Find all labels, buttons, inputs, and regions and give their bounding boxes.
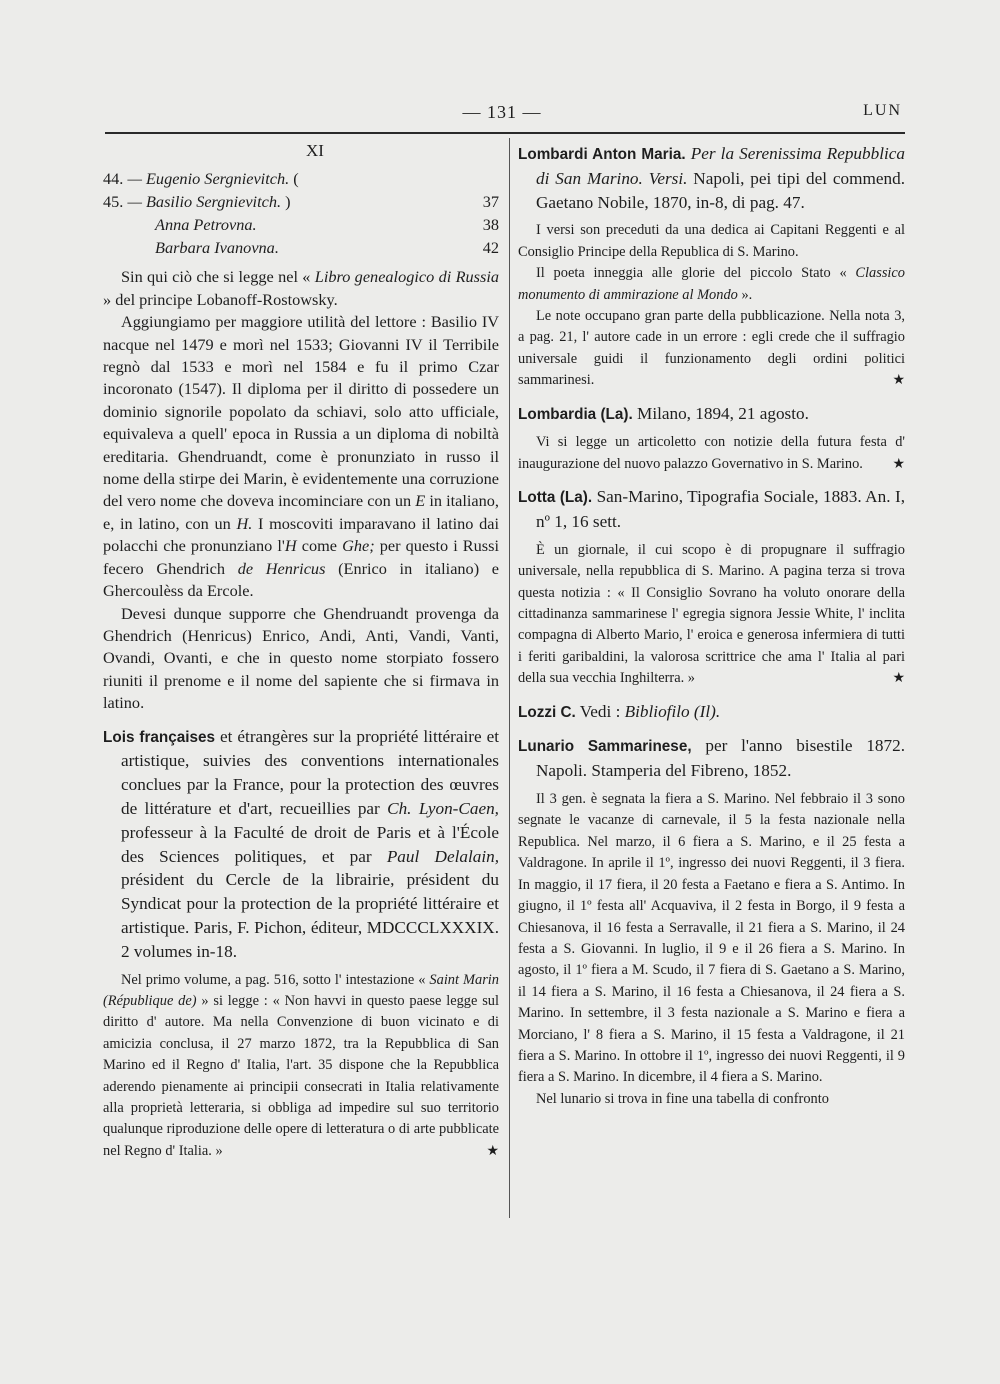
right-column bbox=[518, 140, 905, 1110]
genealogy-value: 38 bbox=[482, 215, 499, 235]
genealogy-row bbox=[103, 237, 499, 260]
bibliography-entry bbox=[518, 402, 905, 476]
bibliography-entry bbox=[518, 485, 905, 689]
entry-body: Il 3 gen. è segnata la fiera a S. Marino. Nel febbraio il 3 sono segnate le vacanze di carnevale, il 5 la festa nazionale nella Republica. Nel marzo, il 6 fiera a S. Marino, e il 25 festa a Valdragone. In aprile il 1º, ingresso dei nuovi Reggenti, il 3 fiera. In maggio, il 17 fiera, il 20 festa a Faetano e fiera a S. Antimo. In giugno, il 1º festa all' Acquaviva, il 2 festa in Borgo, il 9 festa a Chiesanova, il 16 festa a Serravalle, il 21 fiera a S. Marino, il 24 festa a S. Giovanni. In luglio, il 9 e il 26 fiera a S. Marino. In agosto, il 1º fiera a M. Scudo, il 7 fiera di S. Gaetano a S. Marino, il 14 fiera a S. Marino, il 16 festa a Chiesanova, il 24 fiera a S. Marino. In settembre, il 3 festa nazionale a S. Marino e fiera a Morciano, l' 8 fiera a S. Marino, il 15 festa a Valdragone, il 21 fiera a S. Marino. In ottobre il 1º, ingresso dei nuovi Reggenti, il 9 fiera a S. Marino. In dicembre, il 4 fiera a S. Marino. bbox=[518, 791, 905, 1086]
genealogy-name: — Eugenio Sergnievitch. bbox=[127, 169, 290, 189]
header-rule bbox=[105, 132, 905, 134]
genealogy-value: 42 bbox=[482, 238, 499, 258]
entry-body: Nel primo volume, a pag. 516, sotto l' intestazione « Saint Marin (République de) » si legge : « Non havvi in questo paese legge sul diritto d' autore. Ma nella Convenzione di buon vicinato e di amicizia conclusa, il 27 marzo 1872, tra la Repubblica di San Marino ed il Regno d' Italia, l'art. 35 dispone che la Repubblica aderendo pienamente ai principii consecrati in Italia relativamente alla proprietà letteraria, si obbliga ad impedire sul suo territorio qualunque riproduzione delle opere di letteratura o di arte pubblicate nel Regno d' Italia. » ★ bbox=[103, 970, 499, 1163]
entry-keyword: Lotta (La). bbox=[518, 489, 593, 507]
page-number: — 131 — bbox=[462, 102, 542, 122]
entry-body: I versi son preceduti da una dedica ai Capitani Reggenti e al Consiglio Principe della Republica di S. Marino. bbox=[518, 222, 905, 260]
genealogy-num: 45. bbox=[103, 192, 124, 212]
bibliography-entry bbox=[518, 734, 905, 1110]
paragraph: Devesi dunque supporre che Ghendruandt provenga da Ghendrich (Henricus) Enrico, Andi, Anti, Vandi, Vanti, Ovandi, Ovanti, e che in questo nome storpiato fossero riuniti il prenome e il nome del sapiente che si firmava in latino. bbox=[103, 603, 499, 713]
genealogy-name: Barbara Ivanovna. bbox=[155, 238, 279, 258]
entry-keyword: Lozzi C. bbox=[518, 703, 576, 721]
genealogy-num: 44. bbox=[103, 169, 124, 189]
genealogy-value: 37 bbox=[482, 192, 499, 212]
entry-keyword: Lombardi Anton Maria. bbox=[518, 146, 686, 163]
genealogy-brace: ( bbox=[293, 169, 299, 189]
star-icon: ★ bbox=[892, 671, 905, 687]
genealogy-row bbox=[103, 168, 499, 191]
entry-keyword: Lombardia (La). bbox=[518, 405, 633, 423]
bibliography-entry bbox=[518, 700, 905, 725]
left-column bbox=[103, 140, 499, 1162]
star-icon: ★ bbox=[892, 456, 905, 472]
paragraph: Aggiungiamo per maggiore utilità del lettore : Basilio IV nacque nel 1479 e morì nel 1533; Giovanni IV il Terribile regnò dal 1533 e morì nel 1584 e fu il primo Czar incoronato (1547). Il diploma per il diritto di possedere un dominio signorile popolato da schiavi, solo atto ufficiale, equivaleva a quell' epoca in Russia a un diploma di nobiltà ereditaria. Ghendruandt, come è pronunziato in russo il nome della stirpe dei Marin, è evidentemente una corruzione del vero nome che doveva incominciare con un E in italiano, e, in latino, con un H. I moscoviti imparavano il latino dai polacchi che pronunziano l'H come Ghe; per questo i Russi fecero Ghendrich de Henricus (Enrico in italiano) e Ghercoulèss da Ercole. bbox=[103, 312, 500, 601]
section-number: XI bbox=[306, 141, 324, 160]
genealogy-row bbox=[103, 214, 499, 237]
entry-heading: Lois françaises et étrangères sur la propriété littéraire et artistique, suivies des conventions internationales conclues par la France, pour la protection des œuvres de littérature et d'art, recueillies par Ch. Lyon-Caen, professeur à la Faculté de droit de Paris et à l'École des Sciences politiques, et par Paul Delalain, président du Cercle de la librairie, président du Syndicat pour la protection de la propriété littéraire et artistique. Paris, F. Pichon, éditeur, MDCCCLXXXIX. 2 volumes in-18. bbox=[103, 726, 499, 961]
star-icon: ★ bbox=[486, 1143, 499, 1159]
paragraph: Sin qui ciò che si legge nel « Libro genealogico di Russia » del principe Lobanoff-Rostowsky. bbox=[103, 267, 499, 309]
entry-body: Nel lunario si trova in fine una tabella di confronto bbox=[536, 1090, 829, 1107]
column-divider bbox=[509, 138, 510, 1218]
running-head: LUN bbox=[863, 102, 902, 119]
genealogy-name: — Basilio Sergnievitch. bbox=[127, 192, 282, 212]
genealogy-list bbox=[103, 168, 499, 260]
entry-body: Vi si legge un articoletto con notizie della futura festa d' inaugurazione del nuovo palazzo Governativo in S. Marino. ★ bbox=[518, 432, 905, 475]
entry-keyword: Lunario Sammarinese, bbox=[518, 738, 692, 756]
entry-body: Le note occupano gran parte della pubblicazione. Nella nota 3, a pag. 21, l' autore cade in un errore : egli crede che il suffragio universale guidi il funzionamento degli ordini politici sammarinesi. ★ bbox=[518, 306, 905, 392]
entry-keyword: Lois françaises bbox=[103, 728, 216, 746]
entry-body: È un giornale, il cui scopo è di propugnare il suffragio universale, nella repubblica di S. Marino. A pagina terza si trova questa notizia : « Il Consiglio Sovrano ha voluto onorare della cittadinanza sammarinese l' egregia signora Jessie White, l' inclita compagna di Alberto Mario, l' eroica e generosa infermiera di tutti i feriti garibaldini, la valorosa scrittrice che ama l' Italia al pari della sua vecchia Inghilterra. » ★ bbox=[518, 540, 905, 690]
star-icon: ★ bbox=[892, 373, 905, 389]
entry-body: Il poeta inneggia alle glorie del piccolo Stato « Classico monumento di ammirazione al Mondo ». bbox=[518, 265, 905, 303]
bibliography-entry bbox=[518, 142, 905, 392]
entry-heading: Lunario Sammarinese, per l'anno bisestile 1872. Napoli. Stamperia del Fibreno, 1852. bbox=[518, 736, 905, 781]
entry-heading: Lombardia (La). Milano, 1894, 21 agosto. bbox=[518, 403, 809, 423]
entry-heading: Lombardi Anton Maria. Per la Serenissima Repubblica di San Marino. Versi. Napoli, pei tipi del commend. Gaetano Nobile, 1870, in-8, di pag. 47. bbox=[518, 144, 905, 212]
entry-heading: Lotta (La). San-Marino, Tipografia Sociale, 1883. An. I, nº 1, 16 sett. bbox=[518, 487, 905, 532]
bibliography-entry bbox=[103, 725, 499, 1163]
genealogy-brace: ) bbox=[285, 192, 291, 212]
genealogy-row bbox=[103, 191, 499, 214]
entry-heading: Lozzi C. Vedi : Bibliofilo (Il). bbox=[518, 701, 721, 721]
genealogy-name: Anna Petrovna. bbox=[155, 215, 257, 235]
